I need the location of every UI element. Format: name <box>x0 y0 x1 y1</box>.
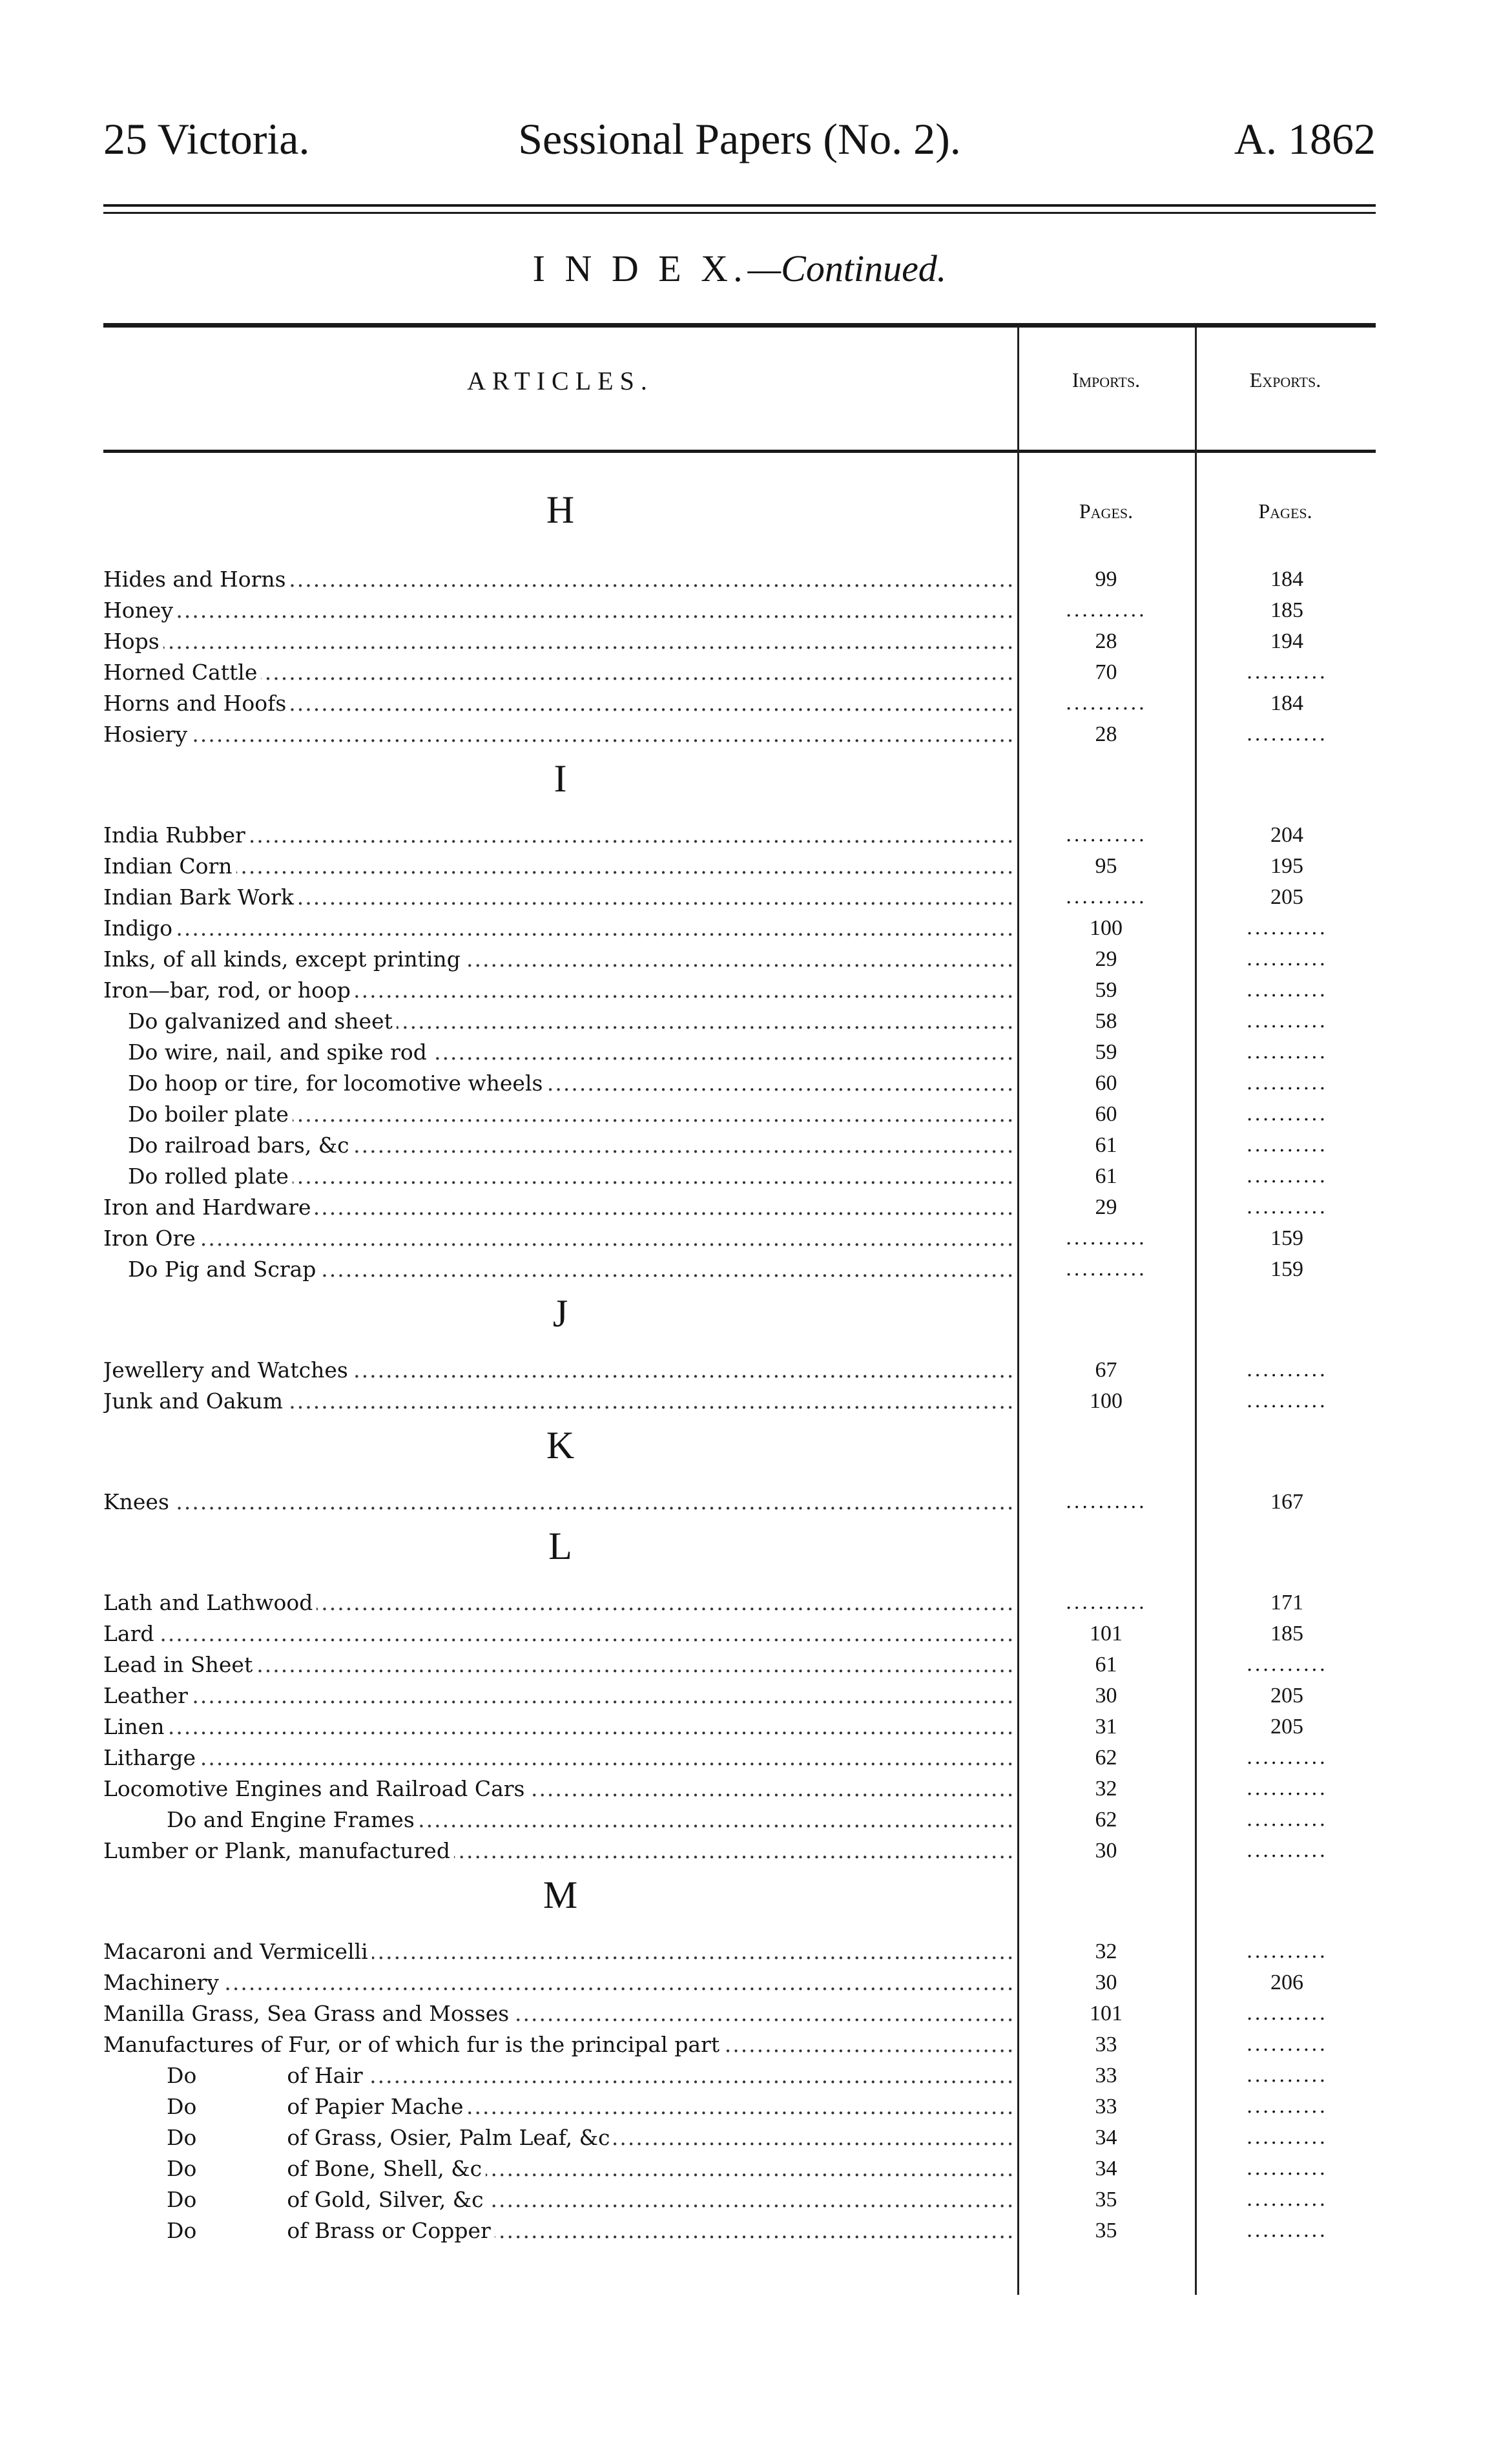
index-row <box>103 1649 1376 1680</box>
article-name <box>103 1618 1014 1649</box>
imports-page: 28 <box>1095 629 1117 653</box>
exports-page: .......... <box>1246 1134 1328 1156</box>
article-label: Do boiler plate <box>128 1102 289 1127</box>
index-row <box>103 1099 1376 1130</box>
article-name <box>103 1936 1014 1967</box>
index-row <box>103 719 1376 750</box>
article-name <box>103 820 1014 851</box>
article-label: India Rubber <box>103 822 245 848</box>
exports-page: 205 <box>1270 1715 1303 1739</box>
article-label: Do <box>167 2063 197 2088</box>
imports-page: 100 <box>1090 1389 1123 1413</box>
article-name <box>103 1835 1014 1866</box>
imports-page: 33 <box>1095 2064 1117 2087</box>
exports-page: .......... <box>1246 1653 1328 1676</box>
article-label: Macaroni and Vermicelli <box>103 1939 368 1964</box>
article-label: Do Pig and Scrap <box>128 1257 316 1282</box>
index-row <box>103 1618 1376 1649</box>
table-top-rule <box>103 323 1376 328</box>
article-name <box>103 1386 1014 1417</box>
article-text <box>103 1195 315 1220</box>
article-label: Indian Bark Work <box>103 884 294 910</box>
index-row <box>103 1998 1376 2029</box>
section-letter: H <box>546 488 575 531</box>
imports-page: 35 <box>1095 2188 1117 2211</box>
article-text <box>103 629 163 654</box>
article-name <box>103 564 1014 595</box>
article-label: Do <box>167 2156 197 2181</box>
article-name <box>103 719 1014 750</box>
article-label: Iron—bar, rod, or hoop <box>103 978 351 1003</box>
exports-page: .......... <box>1246 1165 1328 1187</box>
article-text <box>103 1776 529 1801</box>
exports-page: .......... <box>1246 1777 1328 1800</box>
column-header-imports: Imports. <box>1072 368 1141 392</box>
article-text <box>103 822 249 848</box>
exports-page: 184 <box>1270 691 1303 715</box>
article-text <box>103 1226 200 1251</box>
article-name <box>103 2029 1014 2060</box>
index-row <box>103 1804 1376 1835</box>
index-row <box>103 2153 1376 2184</box>
imports-page: 33 <box>1095 2095 1117 2118</box>
article-name <box>103 1487 1014 1518</box>
header-rule-bottom <box>103 212 1376 214</box>
article-name <box>103 657 1014 688</box>
section-heading-m <box>103 1866 1376 1936</box>
exports-page: .......... <box>1246 948 1328 970</box>
exports-page: .......... <box>1246 2219 1328 2242</box>
article-name <box>103 1773 1014 1804</box>
exports-page: .......... <box>1246 723 1328 746</box>
exports-page: 159 <box>1270 1226 1303 1250</box>
article-text <box>103 1357 352 1383</box>
exports-page: .......... <box>1246 661 1328 684</box>
article-name <box>103 2153 1014 2184</box>
exports-page: .......... <box>1246 2002 1328 2025</box>
article-label: Lath and Lathwood <box>103 1590 313 1615</box>
article-sub-label: of Gold, Silver, &c <box>287 2187 484 2212</box>
imports-page: 70 <box>1095 660 1117 684</box>
article-text <box>103 1388 287 1414</box>
article-text <box>103 1133 353 1158</box>
article-name <box>103 851 1014 882</box>
index-row <box>103 1355 1376 1386</box>
column-header-articles: ARTICLES. <box>467 366 654 395</box>
article-text <box>103 1970 223 1995</box>
exports-page: 195 <box>1270 854 1303 878</box>
index-row <box>103 1680 1376 1711</box>
section-heading-l <box>103 1518 1376 1587</box>
article-label: Leather <box>103 1683 188 1708</box>
imports-page: .......... <box>1065 824 1147 846</box>
exports-page: .......... <box>1246 1196 1328 1218</box>
imports-page: .......... <box>1065 1591 1147 1614</box>
index-row <box>103 626 1376 657</box>
article-text <box>103 2125 614 2150</box>
article-label: Lard <box>103 1621 154 1646</box>
imports-page: 32 <box>1095 1777 1117 1801</box>
article-label: Indian Corn <box>103 853 233 879</box>
imports-page: 60 <box>1095 1102 1117 1126</box>
article-name <box>103 1649 1014 1680</box>
index-row <box>103 1223 1376 1254</box>
imports-page: 29 <box>1095 947 1117 971</box>
imports-page: 30 <box>1095 1839 1117 1863</box>
article-sub-label: of Bone, Shell, &c <box>287 2156 482 2181</box>
pages-label-exports: Pages. <box>1258 499 1312 523</box>
imports-page: .......... <box>1065 692 1147 715</box>
article-name <box>103 626 1014 657</box>
index-row <box>103 882 1376 913</box>
article-text <box>103 915 176 941</box>
exports-page: .......... <box>1246 2033 1328 2056</box>
imports-page: 61 <box>1095 1653 1117 1677</box>
exports-page: .......... <box>1246 2157 1328 2180</box>
article-text <box>103 1838 454 1863</box>
article-text <box>103 722 191 747</box>
index-row <box>103 1587 1376 1618</box>
article-name <box>103 1967 1014 1998</box>
article-text <box>103 1257 320 1282</box>
article-text <box>103 1040 431 1065</box>
index-row <box>103 820 1376 851</box>
imports-page: 67 <box>1095 1358 1117 1382</box>
index-row <box>103 1487 1376 1518</box>
article-name <box>103 882 1014 913</box>
index-row <box>103 1161 1376 1192</box>
article-text <box>103 567 290 592</box>
index-title-main: I N D E X. <box>532 247 748 289</box>
article-text <box>103 1071 546 1096</box>
imports-page: 101 <box>1090 2002 1123 2025</box>
imports-page: 30 <box>1095 1684 1117 1708</box>
exports-page: 205 <box>1270 885 1303 909</box>
exports-page: .......... <box>1246 1390 1328 1412</box>
column-header-exports: Exports. <box>1249 368 1321 392</box>
article-name <box>103 1804 1014 1835</box>
exports-page: 206 <box>1270 1971 1303 1994</box>
article-name <box>103 688 1014 719</box>
exports-page: 159 <box>1270 1257 1303 1281</box>
article-label: Do <box>167 2094 197 2119</box>
table-header-rule <box>103 450 1376 453</box>
article-label: Litharge <box>103 1745 196 1770</box>
index-row <box>103 657 1376 688</box>
index-row <box>103 975 1376 1006</box>
imports-page: 61 <box>1095 1164 1117 1188</box>
index-title-continued: —Continued. <box>747 247 947 289</box>
article-name <box>103 1254 1014 1285</box>
index-row <box>103 851 1376 882</box>
article-label: Indigo <box>103 915 172 941</box>
section-letter: L <box>548 1525 572 1567</box>
exports-page: .......... <box>1246 2095 1328 2118</box>
pages-label-imports: Pages. <box>1079 499 1134 523</box>
exports-page: 184 <box>1270 567 1303 591</box>
exports-page: .......... <box>1246 2188 1328 2211</box>
index-row <box>103 688 1376 719</box>
exports-page: .......... <box>1246 1041 1328 1063</box>
imports-page: 32 <box>1095 1939 1117 1963</box>
imports-page: 59 <box>1095 978 1117 1002</box>
article-name <box>103 1223 1014 1254</box>
article-label: Junk and Oakum <box>103 1388 284 1414</box>
index-row <box>103 1936 1376 1967</box>
index-row <box>103 2060 1376 2091</box>
index-row <box>103 595 1376 626</box>
section-letter: I <box>554 757 567 800</box>
article-label: Manufactures of Fur, or of which fur is the principal part <box>103 2032 720 2057</box>
imports-page: 58 <box>1095 1009 1117 1033</box>
article-text <box>103 2001 513 2026</box>
article-label: Iron and Hardware <box>103 1195 311 1220</box>
article-text <box>103 2094 468 2119</box>
index-row <box>103 1037 1376 1068</box>
index-row <box>103 1068 1376 1099</box>
header-rule-top <box>103 204 1376 207</box>
exports-page: 204 <box>1270 823 1303 847</box>
exports-page: 171 <box>1270 1591 1303 1615</box>
article-label: Honey <box>103 598 174 623</box>
exports-page: .......... <box>1246 979 1328 1001</box>
imports-page: .......... <box>1065 1490 1147 1513</box>
section-heading-j <box>103 1285 1376 1355</box>
article-name <box>103 1680 1014 1711</box>
article-label: Lumber or Plank, manufactured <box>103 1838 450 1863</box>
index-row <box>103 2184 1376 2215</box>
imports-page: 34 <box>1095 2157 1117 2180</box>
exports-page: .......... <box>1246 1839 1328 1862</box>
article-text <box>103 853 236 879</box>
section-heading-h <box>103 481 1376 564</box>
article-text <box>103 1714 169 1739</box>
index-row <box>103 1967 1376 1998</box>
article-label: Horned Cattle <box>103 660 258 685</box>
article-text <box>103 1102 293 1127</box>
article-text <box>103 691 290 716</box>
article-name <box>103 1711 1014 1742</box>
exports-page: 185 <box>1270 598 1303 622</box>
article-label: Iron Ore <box>103 1226 196 1251</box>
article-text <box>103 1489 173 1514</box>
running-header <box>103 114 1376 172</box>
article-name <box>103 913 1014 944</box>
imports-page: 100 <box>1090 916 1123 940</box>
article-text <box>103 2032 723 2057</box>
article-name <box>103 1037 1014 1068</box>
article-text <box>103 2218 495 2243</box>
article-name <box>103 1355 1014 1386</box>
imports-page: 31 <box>1095 1715 1117 1739</box>
article-label: Do and Engine Frames <box>167 1807 415 1832</box>
imports-page: 59 <box>1095 1040 1117 1064</box>
index-row <box>103 564 1376 595</box>
exports-page: .......... <box>1246 1746 1328 1769</box>
imports-page: 95 <box>1095 854 1117 878</box>
imports-page: .......... <box>1065 1227 1147 1249</box>
article-label: Do wire, nail, and spike rod <box>128 1040 427 1065</box>
article-name <box>103 1068 1014 1099</box>
imports-page: .......... <box>1065 886 1147 908</box>
article-text <box>103 2156 486 2181</box>
article-name <box>103 595 1014 626</box>
article-label: Linen <box>103 1714 165 1739</box>
article-name <box>103 1161 1014 1192</box>
index-row <box>103 1130 1376 1161</box>
imports-page: 35 <box>1095 2219 1117 2243</box>
article-label: Knees <box>103 1489 169 1514</box>
imports-page: 34 <box>1095 2126 1117 2149</box>
article-label: Machinery <box>103 1970 219 1995</box>
article-label: Manilla Grass, Sea Grass and Mosses <box>103 2001 510 2026</box>
exports-page: .......... <box>1246 1072 1328 1094</box>
article-text <box>103 946 464 972</box>
article-label: Hops <box>103 629 160 654</box>
exports-page: 167 <box>1270 1490 1303 1514</box>
article-name <box>103 2091 1014 2122</box>
article-label: Do galvanized and sheet <box>128 1009 393 1034</box>
article-label: Do railroad bars, &c <box>128 1133 349 1158</box>
article-text <box>103 1652 256 1677</box>
article-name <box>103 2060 1014 2091</box>
article-label: Jewellery and Watches <box>103 1357 348 1383</box>
article-sub-label: of Grass, Osier, Palm Leaf, &c <box>287 2125 610 2150</box>
exports-page: .......... <box>1246 2126 1328 2149</box>
article-text <box>103 1590 316 1615</box>
index-row <box>103 1835 1376 1866</box>
header-title: Sessional Papers (No. 2). <box>518 114 961 163</box>
article-label: Inks, of all kinds, except printing <box>103 946 461 972</box>
article-text <box>103 660 261 685</box>
article-name <box>103 2184 1014 2215</box>
exports-page: .......... <box>1246 1359 1328 1381</box>
index-table-body <box>103 481 1376 2246</box>
article-text <box>103 1164 293 1189</box>
exports-page: .......... <box>1246 917 1328 939</box>
index-row <box>103 2029 1376 2060</box>
article-name <box>103 1192 1014 1223</box>
index-row <box>103 1006 1376 1037</box>
article-text <box>103 1807 419 1832</box>
imports-page: 62 <box>1095 1808 1117 1832</box>
article-text <box>103 1683 192 1708</box>
article-name <box>103 1099 1014 1130</box>
table-header <box>103 328 1376 451</box>
index-row <box>103 913 1376 944</box>
article-sub-label: of Papier Mache <box>287 2094 464 2119</box>
index-row <box>103 1711 1376 1742</box>
article-text <box>103 2063 367 2088</box>
article-name <box>103 1130 1014 1161</box>
imports-page: 62 <box>1095 1746 1117 1770</box>
header-volume: 25 Victoria. <box>103 114 310 163</box>
section-heading-i <box>103 750 1376 820</box>
exports-page: .......... <box>1246 1940 1328 1963</box>
article-label: Do hoop or tire, for locomotive wheels <box>128 1071 543 1096</box>
article-label: Do <box>167 2187 197 2212</box>
index-row <box>103 1386 1376 1417</box>
index-title <box>103 247 1376 290</box>
article-sub-label: of Brass or Copper <box>287 2218 491 2243</box>
imports-page: 101 <box>1090 1622 1123 1646</box>
exports-page: .......... <box>1246 1103 1328 1125</box>
exports-page: .......... <box>1246 2064 1328 2087</box>
section-letter: J <box>552 1292 568 1335</box>
index-row <box>103 1773 1376 1804</box>
imports-page: 29 <box>1095 1195 1117 1219</box>
article-text <box>103 598 177 623</box>
article-name <box>103 2215 1014 2246</box>
exports-page: .......... <box>1246 1010 1328 1032</box>
imports-page: .......... <box>1065 1258 1147 1281</box>
section-heading-k <box>103 1417 1376 1487</box>
exports-page: 205 <box>1270 1684 1303 1708</box>
article-text <box>103 978 355 1003</box>
article-text <box>103 1939 372 1964</box>
article-label: Hides and Horns <box>103 567 286 592</box>
article-name <box>103 1998 1014 2029</box>
section-letter: K <box>546 1424 575 1467</box>
imports-page: 99 <box>1095 567 1117 591</box>
article-label: Locomotive Engines and Railroad Cars <box>103 1776 525 1801</box>
article-name <box>103 1006 1014 1037</box>
header-year: A. 1862 <box>1234 114 1376 163</box>
article-name <box>103 944 1014 975</box>
imports-page: .......... <box>1065 599 1147 622</box>
index-row <box>103 2215 1376 2246</box>
imports-page: 28 <box>1095 722 1117 746</box>
imports-page: 33 <box>1095 2033 1117 2056</box>
article-label: Do rolled plate <box>128 1164 289 1189</box>
imports-page: 61 <box>1095 1133 1117 1157</box>
article-label: Hosiery <box>103 722 188 747</box>
exports-page: .......... <box>1246 1808 1328 1831</box>
index-row <box>103 2091 1376 2122</box>
article-text <box>103 884 298 910</box>
index-row <box>103 944 1376 975</box>
article-label: Horns and Hoofs <box>103 691 287 716</box>
article-text <box>103 2187 488 2212</box>
article-name <box>103 1587 1014 1618</box>
article-name <box>103 2122 1014 2153</box>
index-row <box>103 1254 1376 1285</box>
index-row <box>103 1192 1376 1223</box>
article-sub-label: of Hair <box>287 2063 363 2088</box>
section-letter: M <box>543 1874 578 1916</box>
exports-page: 194 <box>1270 629 1303 653</box>
imports-page: 60 <box>1095 1071 1117 1095</box>
imports-page: 30 <box>1095 1971 1117 1994</box>
article-text <box>103 1621 158 1646</box>
article-label: Do <box>167 2125 197 2150</box>
article-text <box>103 1009 397 1034</box>
article-label: Do <box>167 2218 197 2243</box>
article-label: Lead in Sheet <box>103 1652 253 1677</box>
exports-page: 185 <box>1270 1622 1303 1646</box>
index-row <box>103 2122 1376 2153</box>
article-text <box>103 1745 200 1770</box>
index-row <box>103 1742 1376 1773</box>
article-name <box>103 975 1014 1006</box>
article-name <box>103 1742 1014 1773</box>
